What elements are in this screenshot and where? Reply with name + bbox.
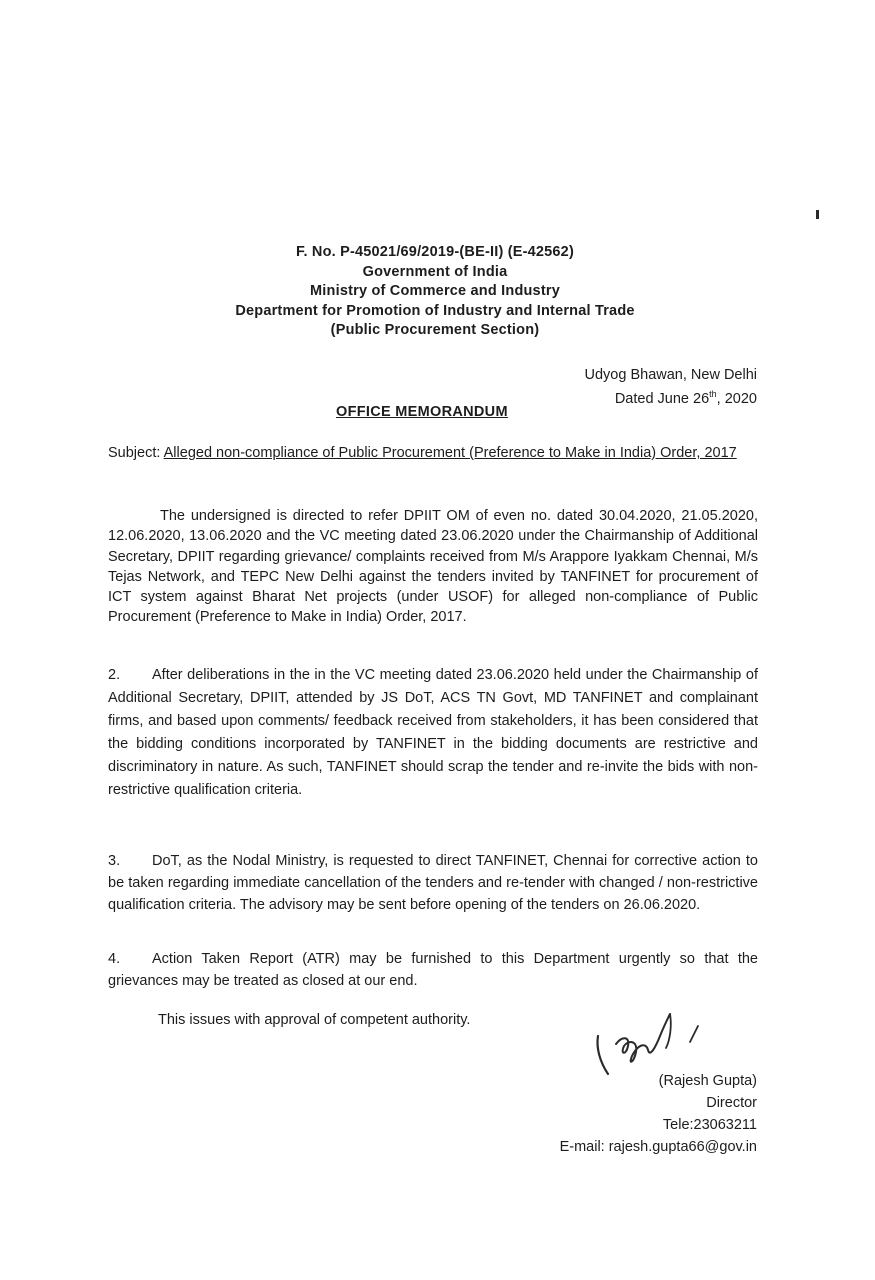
paragraph-text: Action Taken Report (ATR) may be furnished to this Department urgently so that the grievances may be treated as closed at our end.: [108, 951, 758, 989]
section-name: (Public Procurement Section): [330, 322, 540, 338]
letterhead: [150, 243, 720, 341]
paragraph-text: The undersigned is directed to refer DPIIT OM of even no. dated 30.04.2020, 21.05.2020, 12.06.2020, 13.06.2020 and the VC meeting dated 23.06.2020 under the Chairmanship of Additional Secretary, DPIIT regarding grievance/ complaints received from M/s Arappore Iyakkam Chennai, M/s Tejas Network, and TEPC New Delhi against the tenders invited by TANFINET for procurement of ICT system against Bharat Net projects (under USOF) for alleged non-compliance of Public Procurement (Preference to Make in India) Order, 2017.: [108, 508, 758, 626]
ministry-name: Ministry of Commerce and Industry: [310, 283, 560, 299]
subject-line: [108, 444, 758, 463]
date-ordinal: th: [709, 389, 717, 399]
government-name: Government of India: [362, 263, 508, 280]
subject-text: Alleged non-compliance of Public Procurement (Preference to Make in India) Order, 2017: [163, 445, 737, 461]
file-number: F. No. P-45021/69/2019-(BE-II) (E-42562): [296, 244, 574, 260]
department-name: Department for Promotion of Industry and Internal Trade: [235, 302, 635, 319]
paragraph-text: After deliberations in the in the VC meeting dated 23.06.2020 held under the Chairmanship of Additional Secretary, DPIIT, attended by JS DoT, ACS TN Govt, MD TANFINET and complainant firms, and based upon comments/ feedback received from stakeholders, it has been considered that the bidding conditions incorporated by TANFINET in the bidding documents are restrictive and discriminatory in nature. As such, TANFINET should scrap the tender and re-invite the bids with non-restrictive qualification criteria.: [108, 667, 758, 798]
date: [585, 385, 757, 409]
paragraph-2: [108, 664, 758, 802]
paragraph-1: [108, 506, 758, 628]
closing-line: This issues with approval of competent authority.: [158, 1012, 471, 1028]
signatory-email: E-mail: rajesh.gupta66@gov.in: [559, 1139, 757, 1155]
paragraph-number: 4.: [108, 951, 121, 967]
signatory-block: [560, 1070, 757, 1158]
paragraph-number: 2.: [108, 667, 121, 683]
place-and-date: [585, 366, 757, 409]
paragraph-3: [108, 850, 758, 916]
margin-mark: [816, 210, 819, 219]
subject-label: Subject:: [108, 445, 161, 461]
signatory-name: (Rajesh Gupta): [658, 1073, 757, 1089]
memorandum-title: OFFICE MEMORANDUM: [336, 404, 508, 420]
place: Udyog Bhawan, New Delhi: [584, 367, 757, 383]
paragraph-4: [108, 948, 758, 992]
signatory-designation: Director: [706, 1095, 757, 1111]
paragraph-number: 3.: [108, 853, 121, 869]
paragraph-text: DoT, as the Nodal Ministry, is requested to direct TANFINET, Chennai for corrective action to be taken regarding immediate cancellation of the tenders and re-tender with changed / non-restrictive qualification criteria. The advisory may be sent before opening of the tenders on 26.06.2020.: [108, 853, 758, 913]
date-suffix: , 2020: [716, 390, 757, 407]
signatory-telephone: Tele:23063211: [662, 1117, 757, 1133]
date-prefix: Dated June 26: [614, 390, 710, 407]
